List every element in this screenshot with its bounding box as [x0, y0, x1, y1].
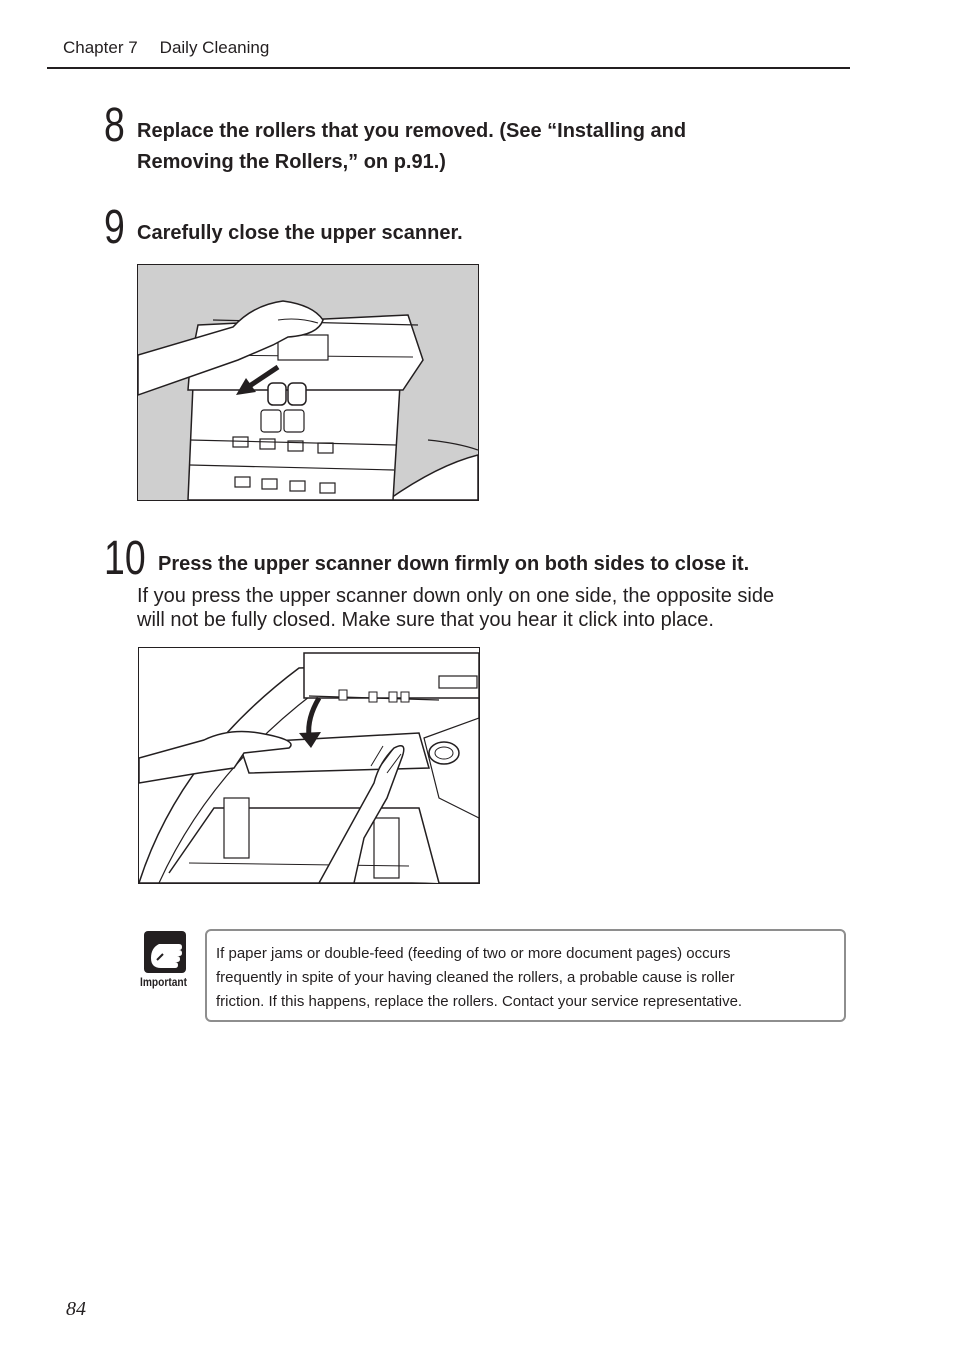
step-8-title-line2: Removing the Rollers,” on p.91.): [137, 151, 446, 173]
step-10-body-line1: If you press the upper scanner down only on one side, the opposite side: [137, 585, 775, 607]
figure-press-both-sides: [138, 647, 480, 884]
scanner-illustration-2: [139, 648, 479, 883]
step-9-title: Carefully close the upper scanner.: [137, 222, 463, 244]
important-line1: If paper jams or double-feed (feeding of two or more document pages) occurs: [216, 945, 731, 962]
step-8-title: [137, 116, 686, 178]
header-rule: [47, 67, 850, 69]
step-10-body: [137, 584, 774, 632]
chapter-label: Chapter 7: [63, 38, 138, 57]
figure-close-upper-scanner: [137, 264, 479, 501]
important-line2: frequently in spite of your having cleaned the rollers, a probable cause is roller: [216, 969, 735, 986]
step-8-number: 8: [104, 99, 125, 152]
step-10-title: Press the upper scanner down firmly on both sides to close it.: [158, 553, 750, 575]
important-label: Important: [140, 975, 188, 989]
step-8-title-line1: Replace the rollers that you removed. (See “Installing and: [137, 120, 687, 142]
step-10-body-line2: will not be fully closed. Make sure that you hear it click into place.: [137, 609, 714, 631]
step-9-number: 9: [104, 201, 125, 254]
important-note: [205, 929, 846, 1022]
scanner-illustration-1: [138, 265, 478, 500]
section-label: Daily Cleaning: [159, 38, 270, 57]
page-number: 84: [66, 1298, 86, 1320]
running-header: [63, 38, 269, 58]
step-10-number: 10: [104, 532, 146, 585]
important-line3: friction. If this happens, replace the rollers. Contact your service representative.: [216, 993, 743, 1010]
